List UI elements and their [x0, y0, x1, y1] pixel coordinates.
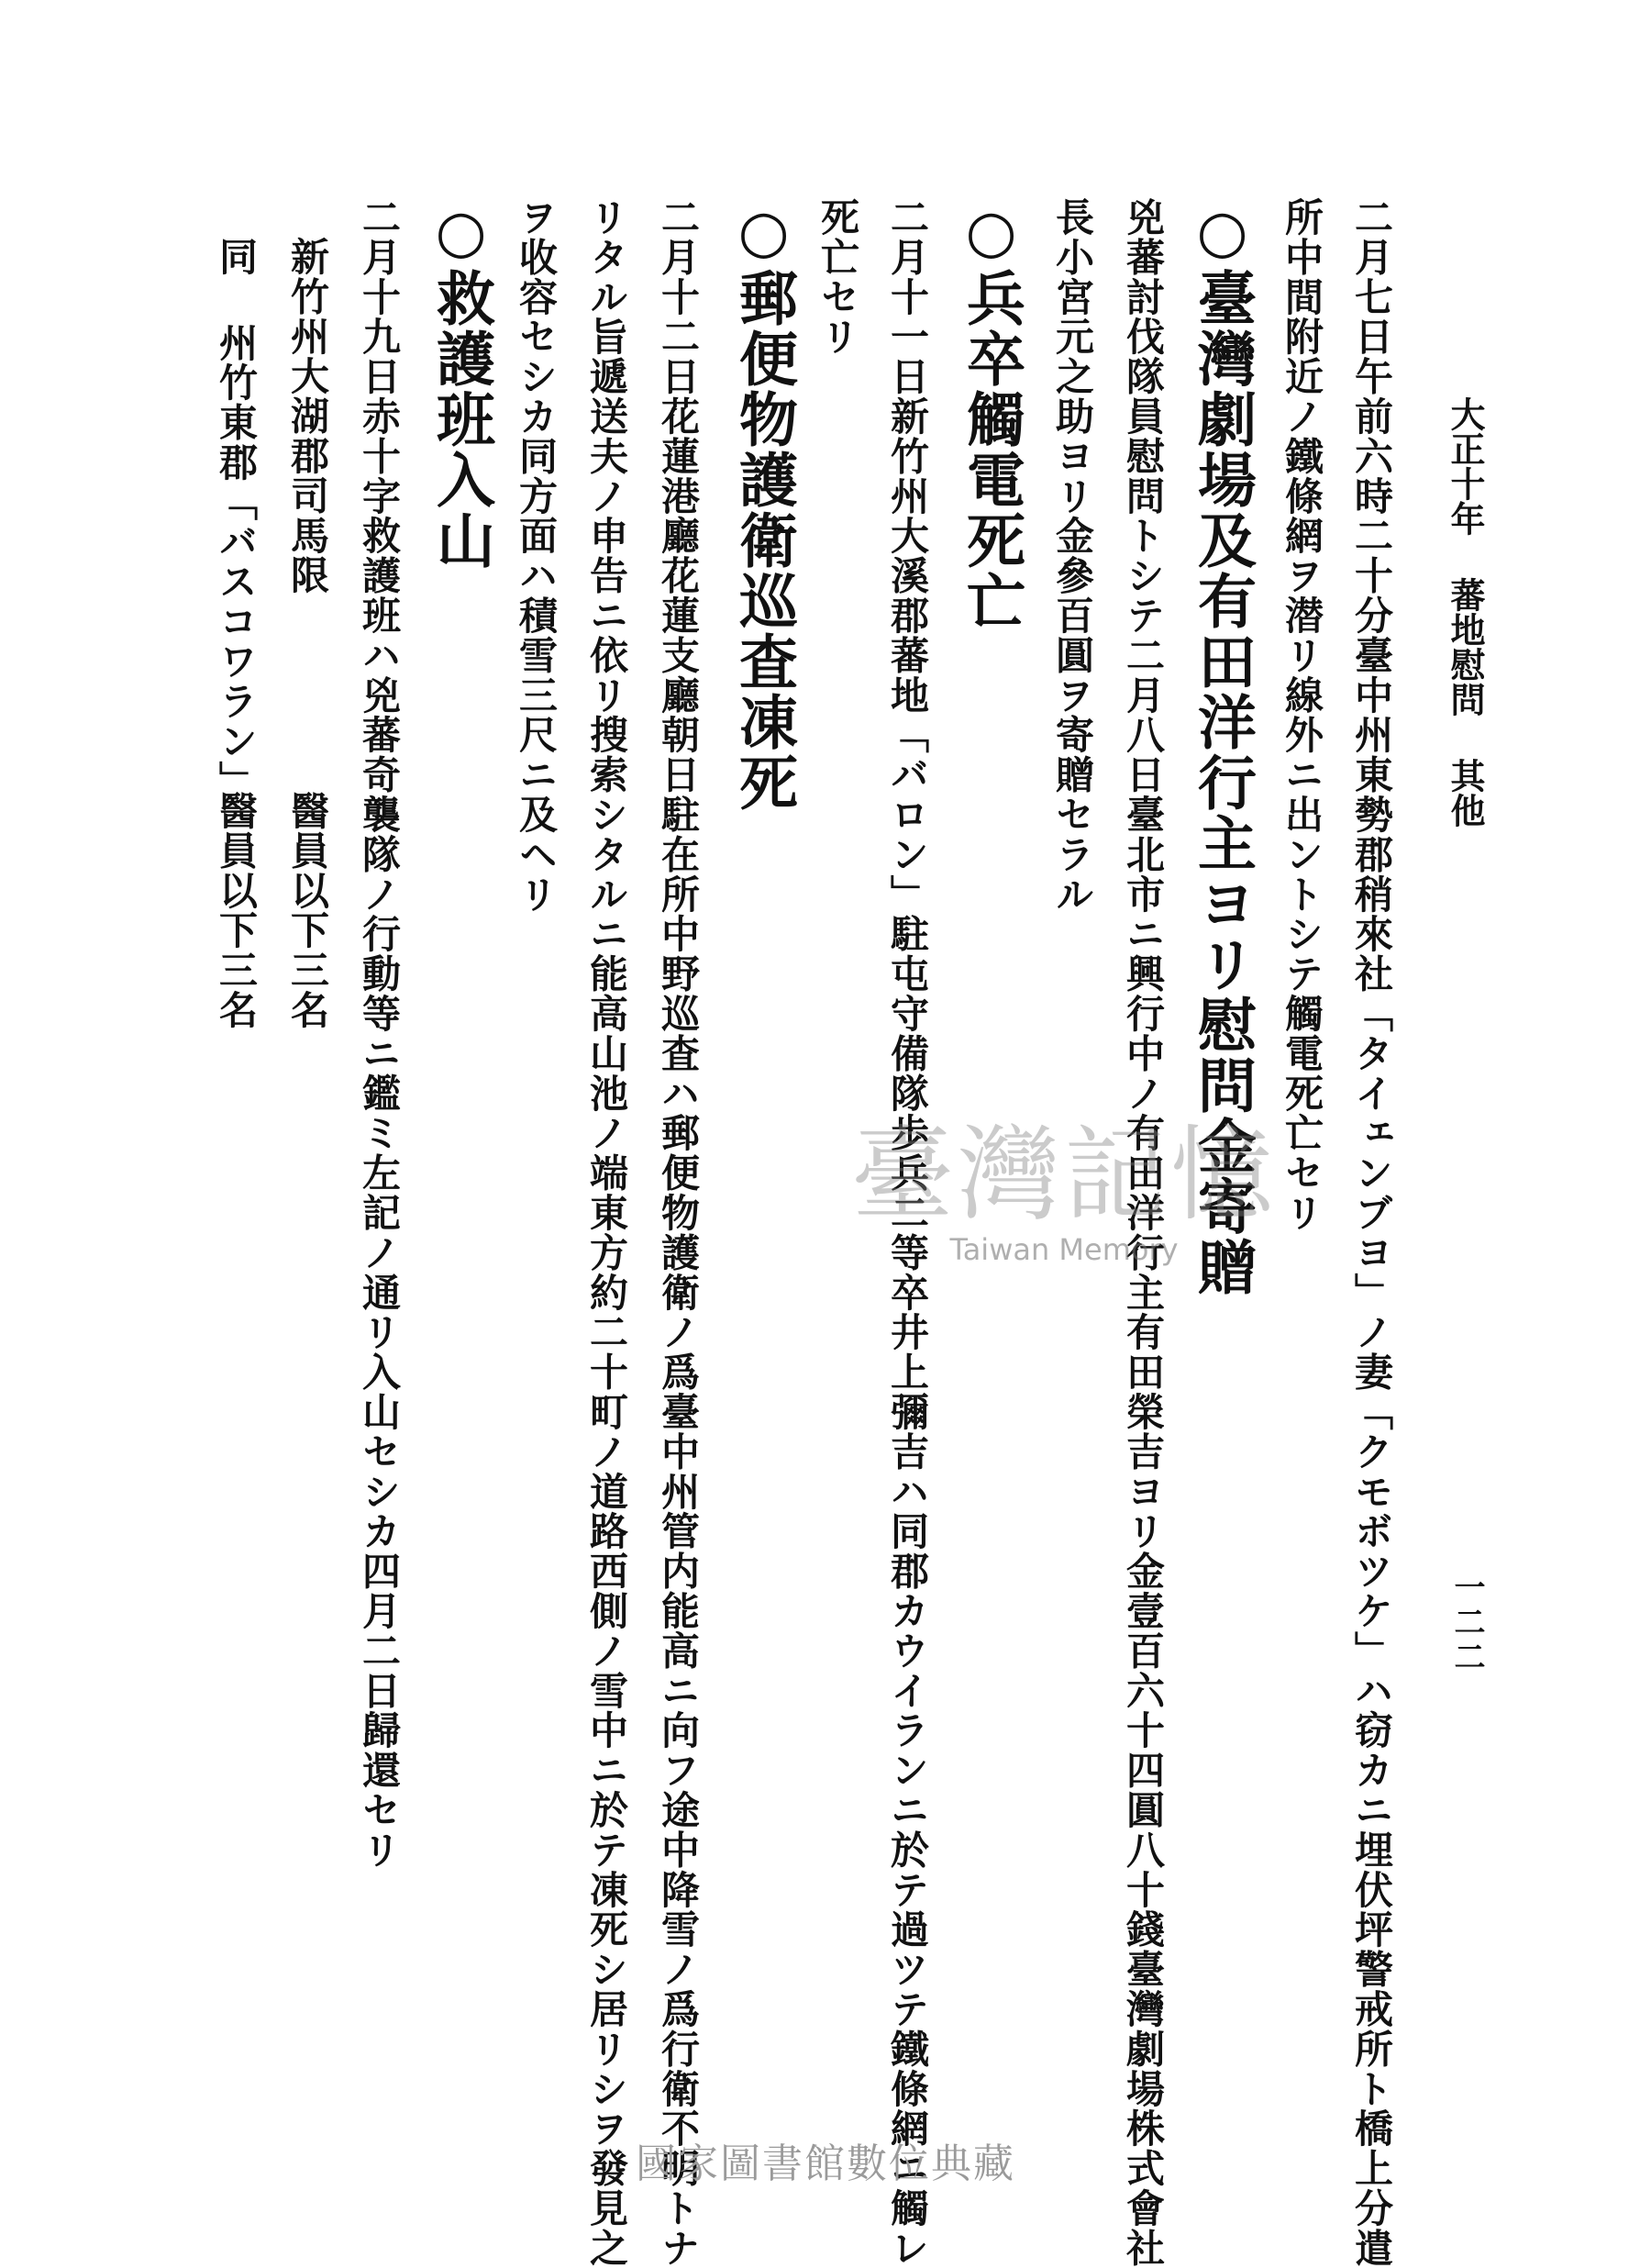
watermark-logo-text: 臺灣記憶 [851, 1116, 1277, 1235]
list-item-place: 同 州竹東郡「バスコワラン」 [214, 237, 259, 801]
article-2-body-line-2: 長小宮元之助ヨリ金參百圓ヲ寄贈セラル [1050, 197, 1095, 915]
article-2-heading: ○臺灣劇場及有田洋行主ヨリ慰問金寄贈 [1188, 197, 1257, 1297]
watermark-logo-subtext: Taiwan Memory [949, 1232, 1179, 1267]
article-4-body-line-2: リタル旨遞送夫ノ申告ニ依リ搜索シタルニ能高山池ノ端東方約二十町ノ道路西側ノ雪中ニ於テ凍死シ居リシヲ發見之 [584, 197, 629, 2268]
article-3-body-line-1: 二月十一日新竹州大溪郡蕃地「バロン」駐屯守備隊歩兵二等卒井上彌吉ハ同郡カウイランニ於テ過ツテ鐵條網ニ觸レ [885, 197, 930, 2268]
article-1-body-line-1: 二月七日午前六時二十分臺中州東勢郡稍來社「タイェンブヨ」ノ妻「クモボツケ」ハ窃カニ埋伏坪警戒所ト橋上分遣 [1349, 197, 1394, 2268]
article-1-body-line-2: 所中間附近ノ鐵條網ヲ潜リ線外ニ出ントシテ觸電死亡セリ [1280, 197, 1324, 1233]
article-4-body-line-3: ヲ收容セシカ同方面ハ積雪三尺ニ及ヘリ [514, 197, 559, 915]
article-5-body-line-1: 二月十九日赤十字救護班ハ兇蕃奇襲隊ノ行動等ニ鑑ミ左記ノ通リ入山セシカ四月二日歸還セリ [357, 197, 402, 1870]
article-5-heading: ○救護班入山 [427, 197, 495, 571]
list-item-place: 新竹州大湖郡司馬限 [285, 237, 330, 595]
article-4-body-line-1: 二月十二日花蓮港廳花蓮支廳朝日駐在所中野巡査ハ郵便物護衛ノ爲臺中州管内能高ニ向フ途中降雪ノ爲行衛不明トナ [656, 197, 701, 2268]
article-4-heading: ○郵便物護衛巡査凍死 [729, 197, 798, 813]
article-2-body-line-1: 兇蕃討伐隊員慰問トシテ二月八日臺北市ニ興行中ノ有田洋行主有田榮吉ヨリ金壹百六十四圓八十錢臺灣劇場株式會社 [1121, 197, 1166, 2268]
page-number: 一二二 [1448, 1571, 1485, 1675]
list-item-staff: 醫員以下三名 [285, 791, 330, 1030]
article-3-body-line-2: 死亡セリ [815, 197, 860, 357]
list-item-staff: 醫員以下三名 [214, 791, 259, 1030]
article-3-heading: ○兵卒觸電死亡 [957, 197, 1025, 631]
running-title: 大正十年 蕃地慰問 其他 [1445, 396, 1486, 828]
footer-credit: 國家圖書館數位典藏 [636, 2140, 1015, 2187]
